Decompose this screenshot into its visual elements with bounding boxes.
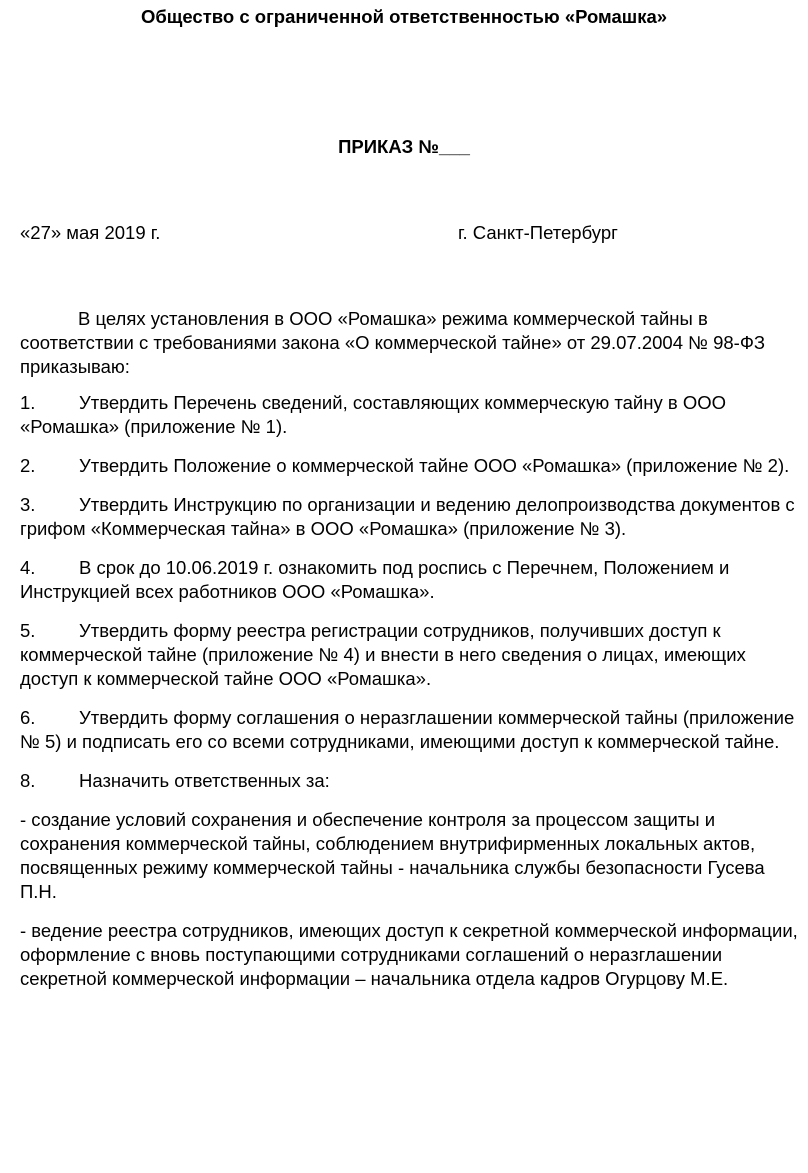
item-number: 4. — [20, 557, 36, 578]
item-text: Утвердить Инструкцию по организации и ведению делопроизводства документов с грифом «Коммерческая тайна» в ООО «Ромашка» (приложение № 3). — [20, 494, 795, 539]
list-item — [20, 391, 802, 439]
order-title: ПРИКАЗ №___ — [338, 136, 470, 157]
item-number: 5. — [20, 620, 36, 641]
item-text: Утвердить Положение о коммерческой тайне ООО «Ромашка» (приложение № 2). — [79, 455, 790, 476]
responsibility-item: - создание условий сохранения и обеспечение контроля за процессом защиты и сохранения коммерческой тайны, соблюдением внутрифирменных локальных актов, посвященных режиму коммерческой тайны - начальника службы безопасности Гусева П.Н. — [20, 809, 765, 902]
item-number: 3. — [20, 494, 36, 515]
organization-name: Общество с ограниченной ответственностью «Ромашка» — [140, 6, 668, 27]
list-item — [20, 619, 802, 691]
document-body — [20, 307, 802, 1006]
list-item — [20, 454, 802, 478]
item-text: В срок до 10.06.2019 г. ознакомить под роспись с Перечнем, Положением и Инструкцией всех работников ООО «Ромашка». — [20, 557, 730, 602]
list-item — [20, 493, 802, 541]
order-city: г. Санкт-Петербург — [458, 222, 618, 243]
item-text: Утвердить форму соглашения о неразглашении коммерческой тайны (приложение № 5) и подписать его со всеми сотрудниками, имеющими доступ к коммерческой тайне. — [20, 707, 795, 752]
item-number: 6. — [20, 707, 36, 728]
item-text: Утвердить форму реестра регистрации сотрудников, получивших доступ к коммерческой тайне (приложение № 4) и внести в него сведения о лицах, имеющих доступ к коммерческой тайне ООО «Ромашка». — [20, 620, 746, 689]
item-number: 8. — [20, 770, 36, 791]
responsibility-item: - ведение реестра сотрудников, имеющих доступ к секретной коммерческой информации, оформление с вновь поступающими сотрудниками соглашений о неразглашении секретной коммерческой информации – начальника отдела кадров Огурцову М.Е. — [20, 920, 798, 989]
item-number: 2. — [20, 455, 36, 476]
order-date: «27» мая 2019 г. — [20, 222, 161, 243]
list-item — [20, 706, 802, 754]
item-text: Назначить ответственных за: — [79, 770, 330, 791]
item-text: Утвердить Перечень сведений, составляющих коммерческую тайну в ООО «Ромашка» (приложение № 1). — [20, 392, 727, 437]
list-item — [20, 769, 802, 793]
list-item — [20, 556, 802, 604]
item-number: 1. — [20, 392, 36, 413]
intro-paragraph: В целях установления в ООО «Ромашка» режима коммерческой тайны в соответствии с требованиями закона «О коммерческой тайне» от 29.07.2004 № 98-ФЗ приказываю: — [20, 308, 766, 377]
